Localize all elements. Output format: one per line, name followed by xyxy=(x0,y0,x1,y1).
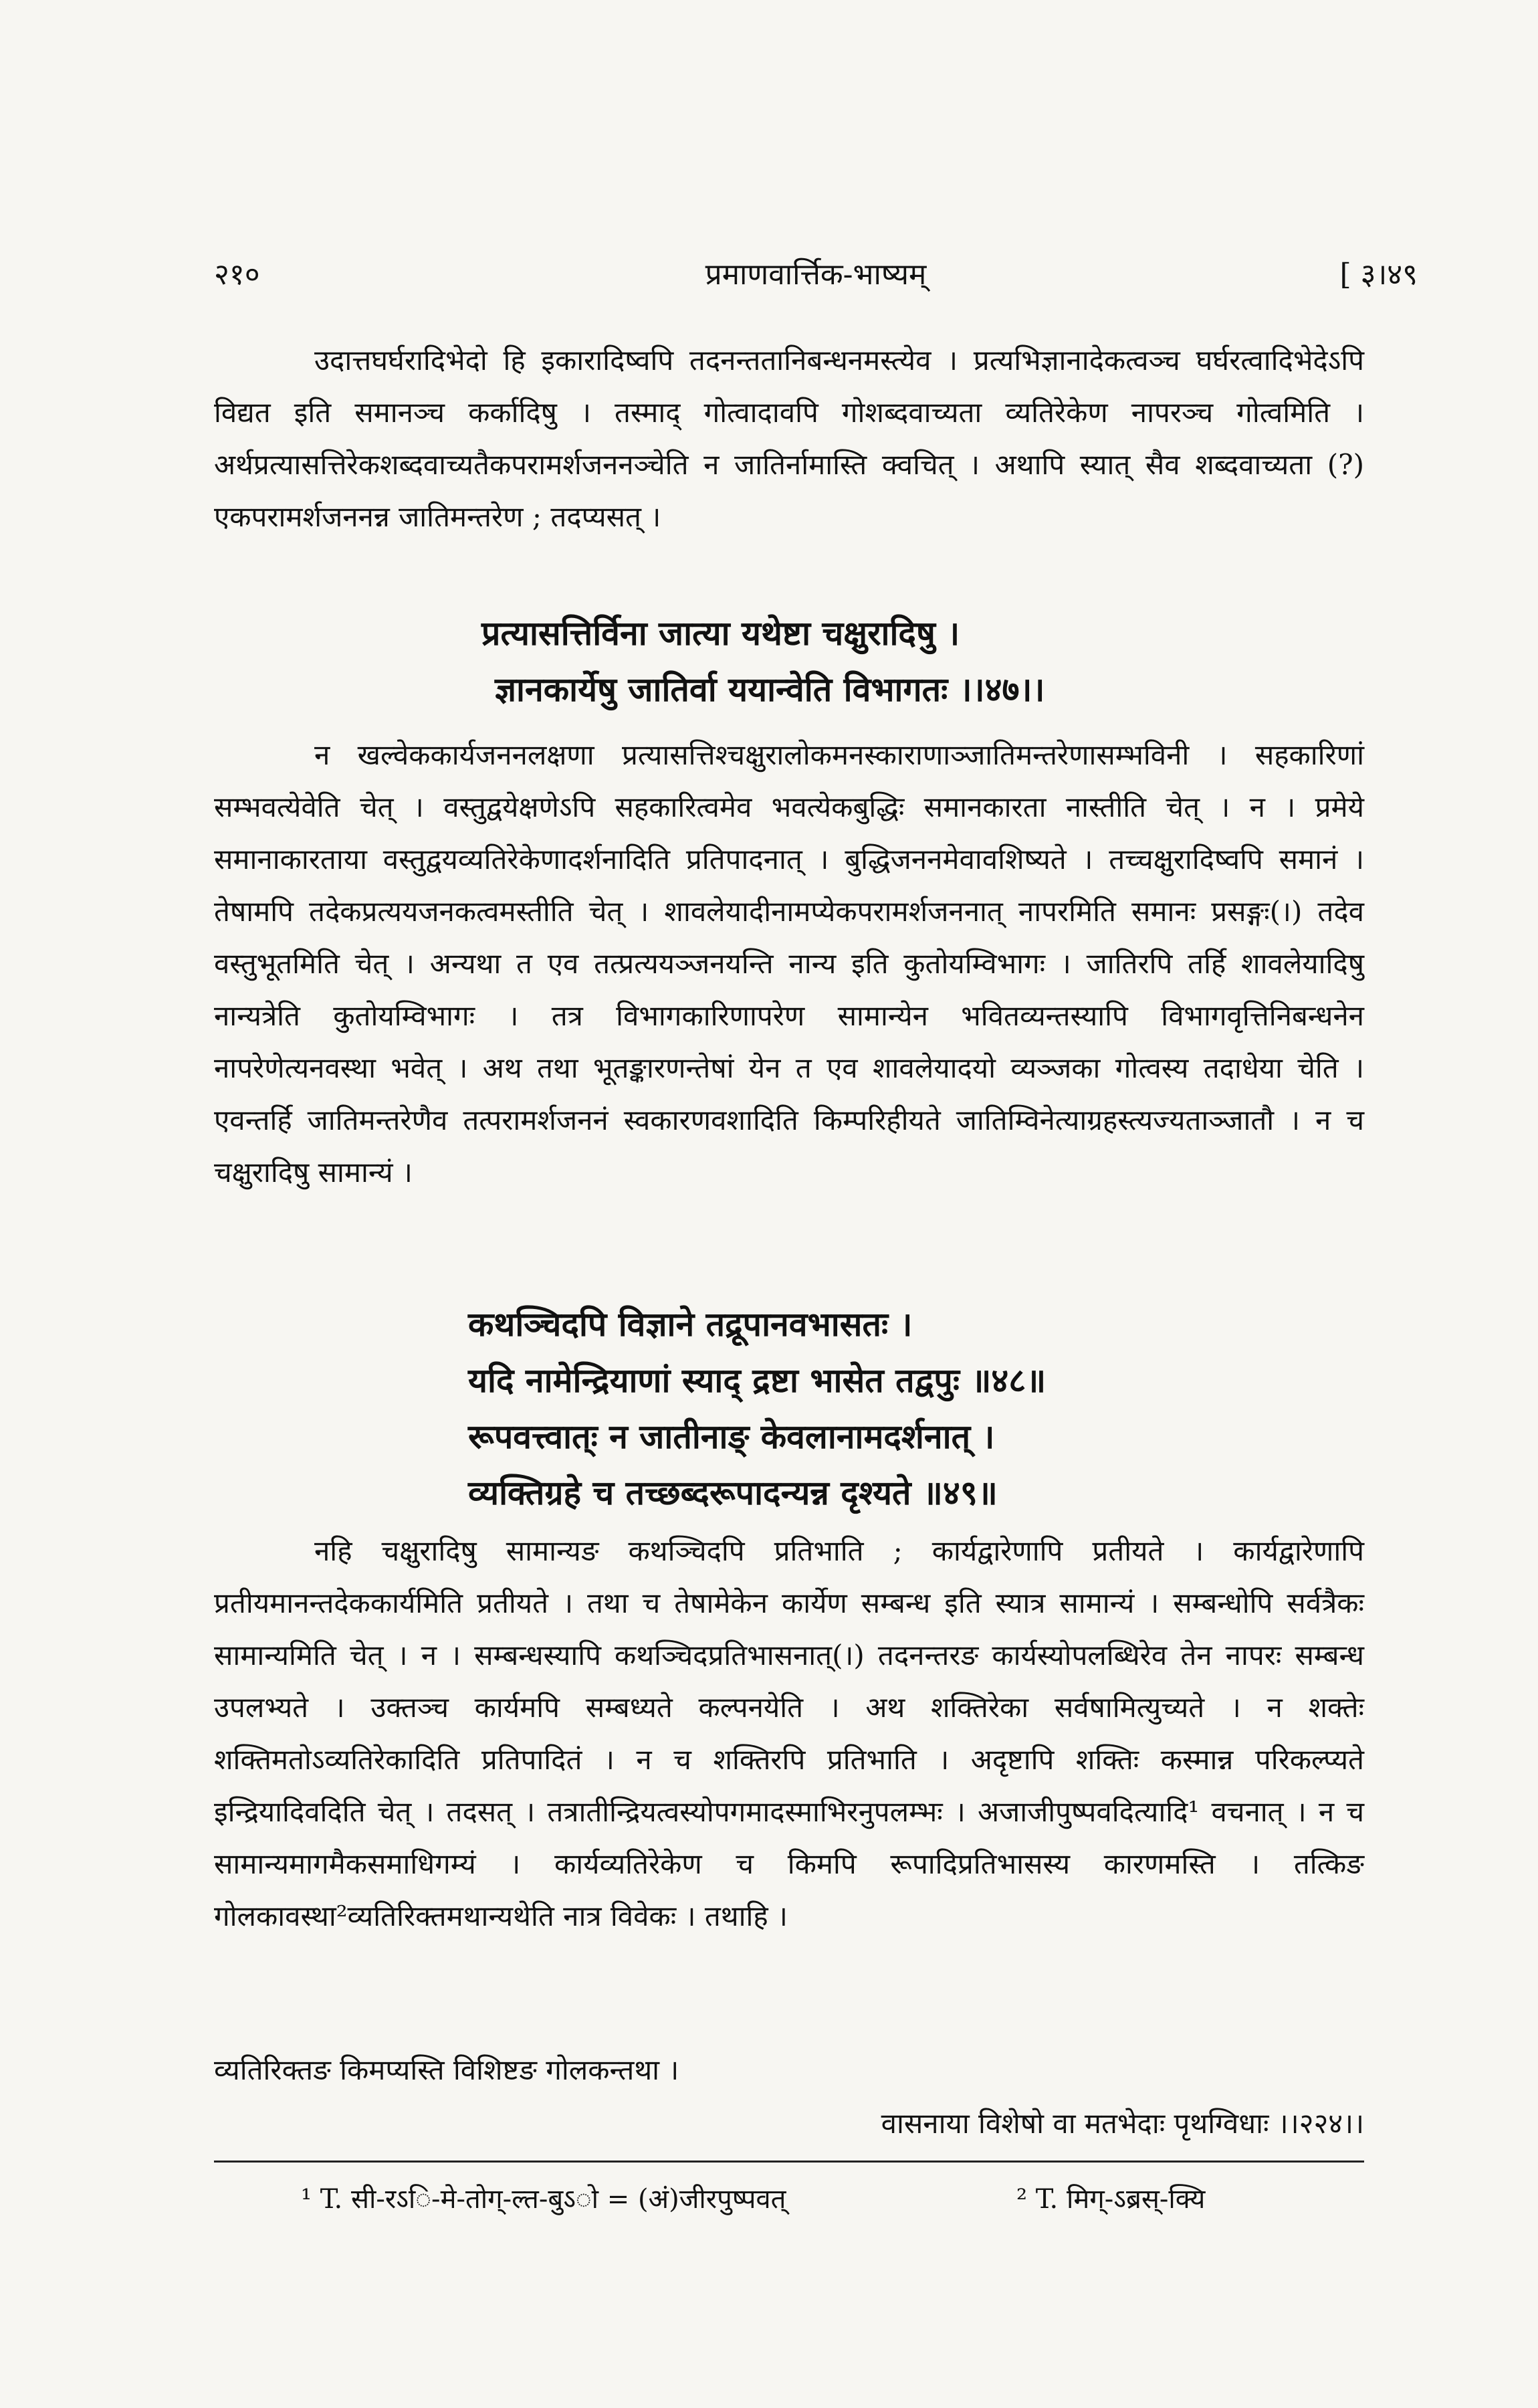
paragraph-text: नहि चक्षुरादिषु सामान्यङ कथञ्चिदपि प्रतिभाति ; कार्यद्वारेणापि प्रतीयते । कार्यद्वारेणापि प्रतीयमानन्तदेककार्यमिति प्रतीयते । तथा च तेषामेकेन कार्येण सम्बन्ध इति स्यात्र सामान्यं । सम्बन्धोपि सर्वत्रैकः सामान्यमिति चेत् । न । सम्बन्धस्यापि कथञ्चिदप्रतिभासनात्(।) तदनन्तरङ कार्यस्योपलब्धिरेव तेन नापरः सम्बन्ध उपलभ्यते । उक्तञ्च कार्यमपि सम्बध्यते कल्पनयेति । अथ शक्तिरेका सर्वषामित्युच्यते । न शक्तेः शक्तिमतोऽव्यतिरेकादिति प्रतिपादितं । न च शक्तिरपि प्रतिभाति । अदृष्टापि शक्तिः कस्मान्न परिकल्प्यते इन्द्रियादिवदिति चेत् । तदसत् । तत्रातीन्द्रियत्वस्योपगमादस्माभिरनुपलम्भः । अजाजीपुष्पवदित्यादि¹ वचनात् । न च सामान्यमागमैकसमाधिगम्यं । कार्यव्यतिरेकेण च किमपि रूपादिप्रतिभासस्य कारणमस्ति । तत्किङ गोलकावस्था²व्यतिरिक्तमथान्यथेति नात्र विवेकः । तथाहि । xyxy=(214,1534,1364,1932)
verse-line: वासनाया विशेषो वा मतभेदाः पृथग्विधाः ।।२२४।। xyxy=(881,2107,1364,2140)
paragraph-text: उदात्तघर्घरादिभेदो हि इकारादिष्वपि तदनन्ततानिबन्धनमस्त्येव । प्रत्यभिज्ञानादेकत्वञ्च घर्घरत्वादिभेदेऽपि विद्यत इति समानञ्च कर्कादिषु । तस्माद् गोत्वादावपि गोशब्दवाच्यता व्यतिरेकेण नापरञ्च गोत्वमिति । अर्थप्रत्यासत्तिरेकशब्दवाच्यतैकपरामर्शजननञ्चेति न जातिर्नामास्ति क्वचित् । अथापि स्यात् सैव शब्दवाच्यता (?) एकपरामर्शजननन्न जातिमन्तरेण ; तदप्यसत् । xyxy=(214,344,1364,533)
footnote-divider xyxy=(214,2161,1364,2163)
commentary-paragraph-1 xyxy=(214,334,1364,543)
commentary-paragraph-2 xyxy=(214,729,1364,1199)
verse-line: रूपवत्त्वात्ः न जातीनाङ् केवलानामदर्शनात् । xyxy=(468,1417,995,1456)
verse-line: ज्ञानकार्येषु जातिर्वा ययान्वेति विभागतः ।।४७।। xyxy=(495,670,1045,709)
quoted-verse-224 xyxy=(214,2043,1364,2150)
page-number: २१० xyxy=(214,258,260,292)
footnote-1: ¹ T. सी-रऽि-मे-तोग्-ल्त-बुऽो = (अं)जीरपुष्पवत् xyxy=(301,2184,786,2215)
book-title: प्रमाणवार्त्तिक-भाष्यम् xyxy=(705,258,927,292)
footnote-2: ² T. मिग्-ऽब्रस्-क्यि xyxy=(1016,2184,1206,2215)
running-header xyxy=(214,253,1418,306)
commentary-paragraph-3 xyxy=(214,1525,1364,1942)
karika-47 xyxy=(481,605,1045,718)
verse-line: कथञ्चिदपि विज्ञाने तद्रूपानवभासतः । xyxy=(468,1304,913,1344)
verse-reference: [ ३।४९ xyxy=(1339,258,1418,292)
paragraph-text: न खल्वेककार्यजननलक्षणा प्रत्यासत्तिश्चक्षुरालोकमनस्काराणाञ्जातिमन्तरेणासम्भविनी । सहकारिणां सम्भवत्येवेति चेत् । वस्तुद्वयेक्षणेऽपि सहकारित्वमेव भवत्येकबुद्धिः समानकारता नास्तीति चेत् । न । प्रमेये समानाकारताया वस्तुद्वयव्यतिरेकेणादर्शनादिति प्रतिपादनात् । बुद्धिजननमेवावशिष्यते । तच्चक्षुरादिष्वपि समानं । तेषामपि तदेकप्रत्ययजनकत्वमस्तीति चेत् । शावलेयादीनामप्येकपरामर्शजननात् नापरमिति समानः प्रसङ्गः(।) तदेव वस्तुभूतमिति चेत् । अन्यथा त एव तत्प्रत्ययञ्जनयन्ति नान्य इति कुतोयम्विभागः । जातिरपि तर्हि शावलेयादिषु नान्यत्रेति कुतोयम्विभागः । तत्र विभागकारिणापरेण सामान्येन भवितव्यन्तस्यापि विभागवृत्तिनिबन्धनेन नापरेणेत्यनवस्था भवेत् । अथ तथा भूतङ्कारणन्तेषां येन त एव शावलेयादयो व्यञ्जका गोत्वस्य तदाधेया चेति । एवन्तर्हि जातिमन्तरेणैव तत्परामर्शजननं स्वकारणवशादिति किम्परिहीयते जातिम्विनेत्याग्रहस्त्यज्यताञ्जातौ । न च चक्षुरादिषु सामान्यं । xyxy=(214,738,1364,1189)
verse-line: व्यतिरिक्तङ किमप्यस्ति विशिष्टङ गोलकन्तथा । xyxy=(214,2053,679,2086)
verse-line: व्यक्तिग्रहे च तच्छब्दरूपादन्यन्न दृश्यते ॥४९॥ xyxy=(468,1473,998,1512)
verse-line: प्रत्यासत्तिर्विना जात्या यथेष्टा चक्षुरादिषु । xyxy=(481,613,960,653)
verse-line: यदि नामेन्द्रियाणां स्याद् द्रष्टा भासेत तद्वपुः ॥४८॥ xyxy=(468,1361,1047,1400)
karika-48-49 xyxy=(468,1296,1046,1521)
